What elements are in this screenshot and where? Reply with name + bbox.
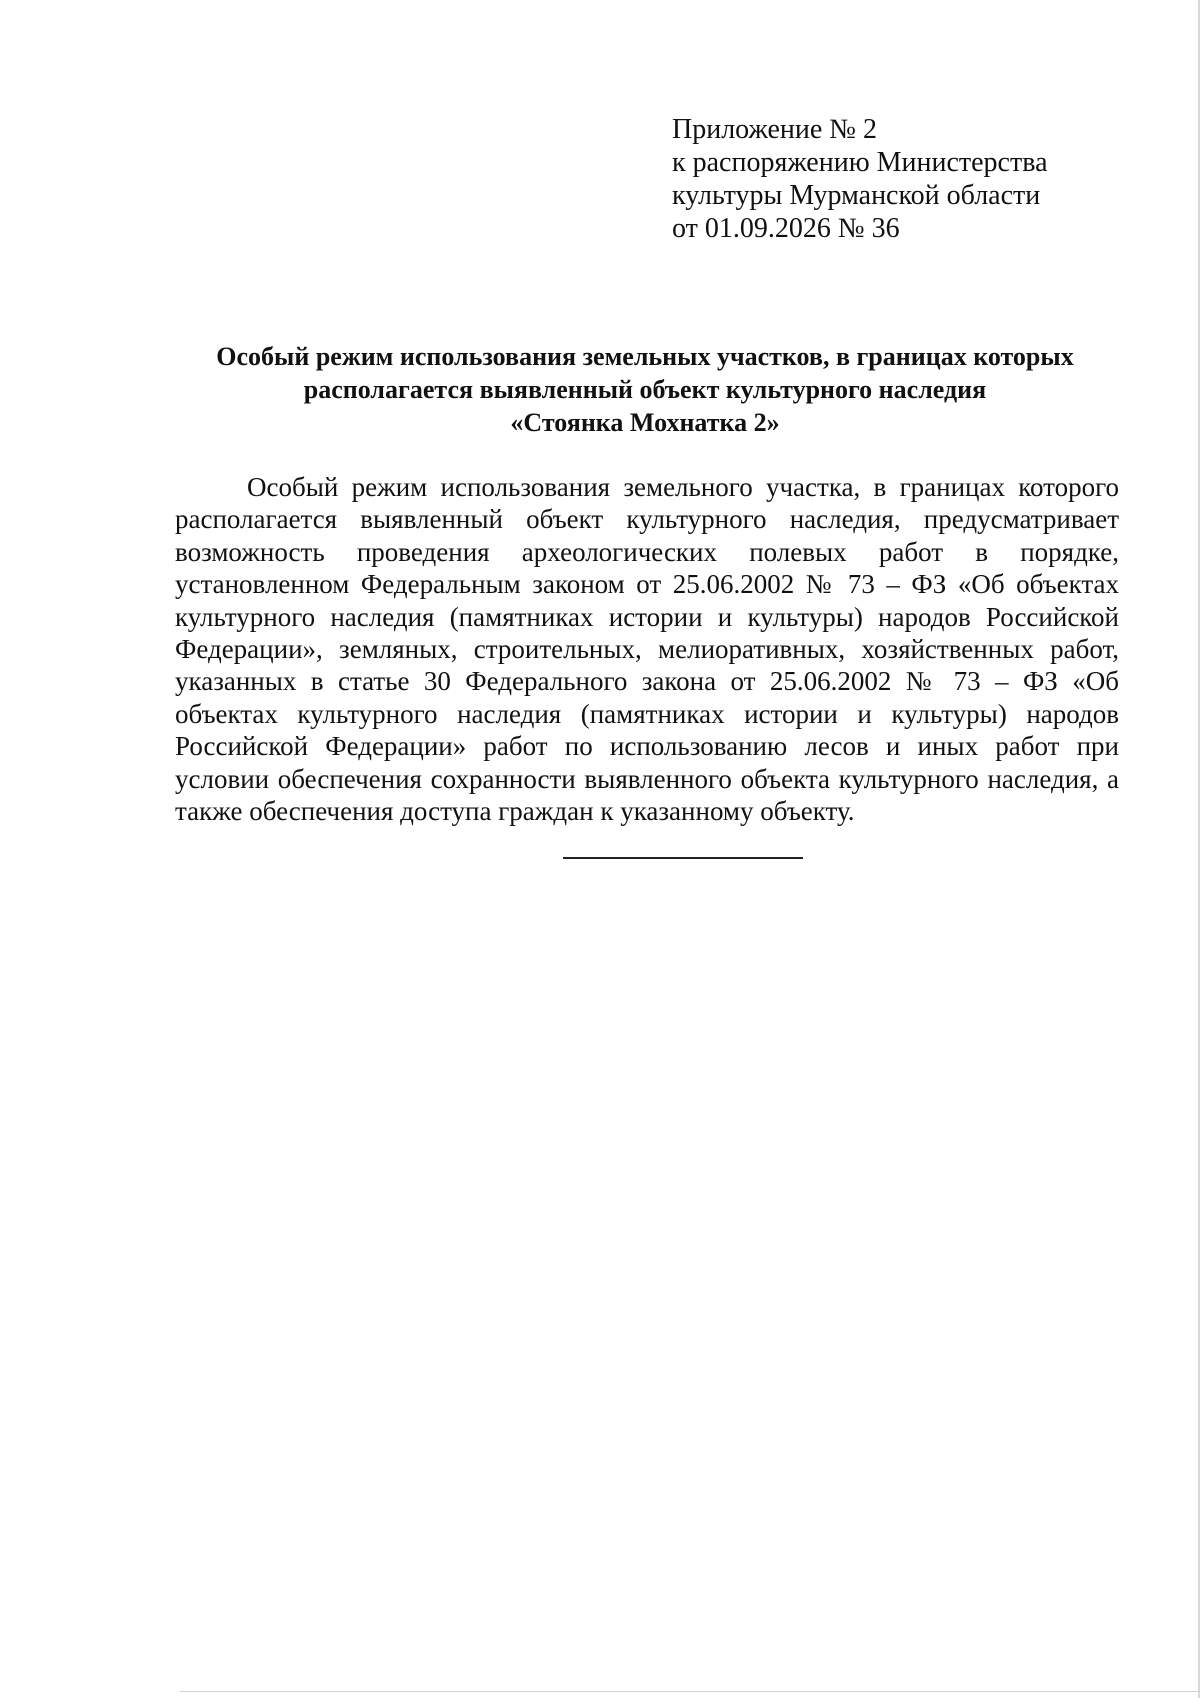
appendix-number: Приложение № 2 [672,114,877,145]
scan-edge-bottom [180,1691,1200,1692]
body-paragraph: Особый режим использования земельного участка, в границах которого располагается выявленный объект культурного наследия, предусматривает возможность проведения археологических полевых работ в порядке, установленном Федеральным законом от 25.06.2002 № 73 – ФЗ «Об объектах культурного наследия (памятниках истории и культуры) народов Российской Федерации», земляных, строительных, мелиоративных, хозяйственных работ, указанных в статье 30 Федерального закона от 25.06.2002 № 73 – ФЗ «Об объектах культурного наследия (памятниках истории и культуры) народов Российской Федерации» работ по использованию лесов и иных работ при условии обеспечения сохранности выявленного объекта культурного наследия, а также обеспечения доступа граждан к указанному объекту. [175,472,1119,827]
appendix-date-number: от 01.09.2026 № 36 [672,213,900,244]
appendix-block [672,113,1112,245]
appendix-ministry: культуры Мурманской области [672,180,1041,211]
end-divider [563,857,803,859]
title-line-3: «Стоянка Мохнатка 2» [510,408,780,437]
appendix-order-reference: к распоряжению Министерства [672,147,1048,178]
document-title [170,340,1120,439]
title-line-2: располагается выявленный объект культурного наследия [303,375,987,404]
title-line-1: Особый режим использования земельных участков, в границах которых [216,342,1074,371]
